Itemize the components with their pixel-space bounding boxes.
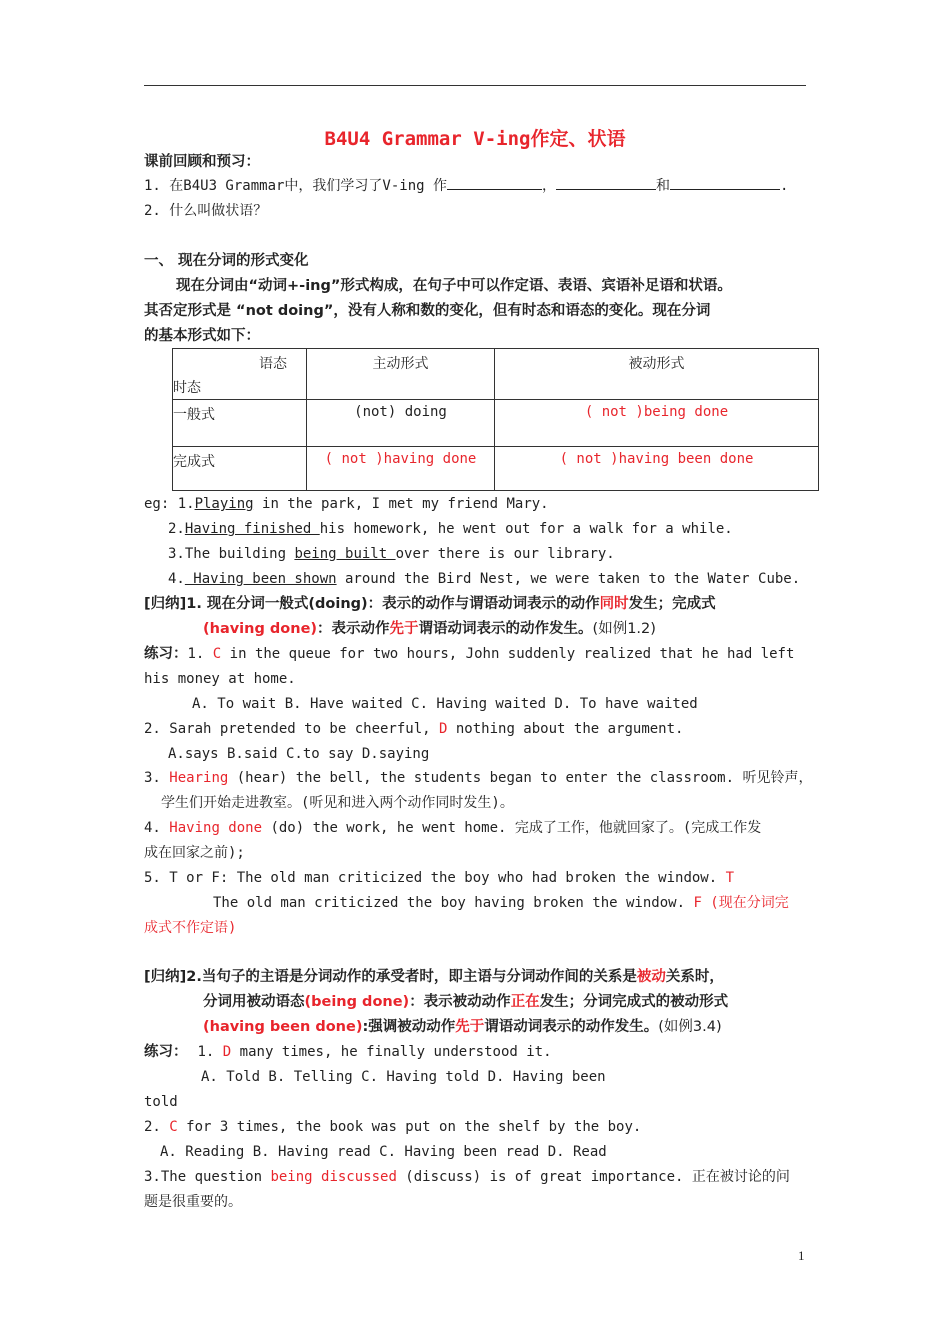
- summary-text: 发生；分词完成式的被动形式: [539, 994, 729, 1010]
- question-text: (do) the work, he went home. 完成了工作，他就回家了。(完成工作发: [262, 820, 762, 836]
- example-text: his homework, he went out for a walk for a while.: [319, 521, 733, 537]
- section-1-heading: 一、 现在分词的形式变化: [144, 253, 309, 269]
- practice-1-q5-line-2: [213, 891, 789, 916]
- example-underlined: being built: [294, 546, 396, 562]
- summary-highlight: (being done): [304, 994, 410, 1010]
- summary-text: [归纳]2.当句子的主语是分词动作的承受者时，即主语与分词动作间的关系是: [144, 969, 637, 985]
- page-number: 1: [798, 1248, 805, 1263]
- summary-1-line-1: [144, 592, 716, 617]
- summary-highlight: (having done): [203, 621, 318, 637]
- summary-text: 谓语动词表示的动作发生。: [418, 621, 593, 637]
- example-text: 4.: [168, 571, 185, 587]
- answer: D: [439, 721, 448, 737]
- practice-1-q4: [144, 816, 761, 841]
- summary-ref: (如例3.4): [658, 1019, 722, 1035]
- summary-text: ：表示动作: [317, 621, 390, 637]
- summary-highlight: 正在: [510, 994, 540, 1010]
- corner-cell: [173, 349, 307, 400]
- example-text: 3.The building: [168, 546, 295, 562]
- preview-question-1: [144, 174, 788, 199]
- row-label-perfect: 完成式: [173, 447, 307, 491]
- practice-1-q5: [144, 866, 734, 891]
- summary-text: 分词用被动语态: [203, 994, 305, 1010]
- answer: T: [725, 870, 735, 886]
- question-text: 3.The question: [144, 1169, 271, 1185]
- practice-2-q1-options-cont: told: [144, 1094, 178, 1110]
- q1-prefix: 1. 在B4U3 Grammar中，我们学习了V-ing 作: [144, 178, 448, 194]
- question-text: many times, he finally understood it.: [231, 1044, 552, 1060]
- header-rule: [144, 85, 806, 86]
- summary-text: 关系时，: [665, 969, 724, 985]
- question-text: (hear) the bell, the students began to enter the classroom. 听见铃声，: [228, 770, 813, 786]
- summary-highlight: (having been done): [203, 1019, 363, 1035]
- question-text: in the queue for two hours, John suddenly realized that he had left: [221, 646, 795, 662]
- example-text: over there is our library.: [395, 546, 615, 562]
- table-row: [173, 400, 819, 447]
- summary-text: [归纳]1. 现在分词一般式(doing)：表示的动作与谓语动词表示的动作: [144, 596, 600, 612]
- answer: Having done: [169, 820, 263, 836]
- question-text: 2. Sarah pretended to be cheerful,: [144, 721, 440, 737]
- summary-text: ：表示被动动作: [409, 994, 511, 1010]
- practice-1-q2-options: A.says B.said C.to say D.saying: [168, 746, 430, 762]
- question-number: 1.: [187, 646, 213, 662]
- practice-2-q2-options: A. Reading B. Having read C. Having been read D. Read: [160, 1144, 607, 1160]
- simple-passive: ( not )being done: [495, 400, 819, 447]
- practice-1-q1-options: A. To wait B. Have waited C. Having waited D. To have waited: [192, 696, 698, 712]
- example-text: 2.: [168, 521, 185, 537]
- summary-highlight: 同时: [599, 596, 629, 612]
- example-3: [168, 542, 615, 567]
- question-text: 4.: [144, 820, 170, 836]
- practice-2-q1: [144, 1040, 552, 1065]
- participle-forms-table: [172, 348, 819, 491]
- table-row: [173, 447, 819, 491]
- practice-1-q4-cont: 成在回家之前);: [144, 845, 245, 861]
- practice-1-q3-cont: 学生们开始走进教室。(听见和进入两个动作同时发生)。: [161, 795, 514, 811]
- answer: F (现在分词完: [693, 895, 789, 911]
- example-text: in the park, I met my friend Mary.: [253, 496, 549, 512]
- question-number: 2.: [144, 1119, 170, 1135]
- q1-end: .: [780, 178, 789, 194]
- summary-highlight: 被动: [636, 969, 666, 985]
- practice-2-q3: [144, 1165, 790, 1190]
- header-tense: 时态: [173, 380, 201, 396]
- example-underlined: Having been shown: [184, 571, 337, 587]
- question-text: The old man criticized the boy having broken the window.: [213, 895, 694, 911]
- summary-highlight: 先于: [389, 621, 419, 637]
- answer: Hearing: [169, 770, 229, 786]
- answer-blank-1: [447, 175, 542, 190]
- practice-2-q2: [144, 1115, 641, 1140]
- summary-2-line-1: [144, 965, 724, 990]
- answer: being discussed: [270, 1169, 397, 1185]
- intro-line-3: 的基本形式如下：: [144, 328, 260, 344]
- row-label-simple: 一般式: [173, 400, 307, 447]
- perfect-active: ( not )having done: [307, 447, 495, 491]
- question-text: 5. T or F: The old man criticized the boy who had broken the window.: [144, 870, 726, 886]
- question-text: 3.: [144, 770, 170, 786]
- perfect-passive: ( not )having been done: [495, 447, 819, 491]
- q1-sep2: 和: [656, 178, 671, 194]
- q1-sep1: ，: [542, 178, 557, 194]
- header-voice: 语态: [259, 356, 287, 372]
- summary-text: :强调被动动作: [362, 1019, 456, 1035]
- example-text: around the Bird Nest, we were taken to the Water Cube.: [336, 571, 801, 587]
- example-2: [168, 517, 733, 542]
- practice-1-q1-cont: his money at home.: [144, 671, 296, 687]
- practice-2-q3-cont: 题是很重要的。: [144, 1194, 242, 1210]
- example-underlined: Playing: [194, 496, 254, 512]
- answer-blank-3: [670, 175, 780, 190]
- summary-1-line-2: [203, 617, 656, 642]
- answer: C: [212, 646, 222, 662]
- practice-1-q2: [144, 717, 683, 742]
- practice-1-q1: [144, 642, 794, 667]
- page-title: B4U4 Grammar V-ing作定、状语: [324, 128, 626, 150]
- summary-text: 谓语动词表示的动作发生。: [484, 1019, 659, 1035]
- simple-active: (not) doing: [307, 400, 495, 447]
- practice-label: 练习：: [144, 646, 188, 662]
- summary-2-line-2: [203, 990, 728, 1015]
- summary-ref: (如例1.2): [592, 621, 656, 637]
- question-text: nothing about the argument.: [447, 721, 684, 737]
- example-text: eg: 1.: [144, 496, 195, 512]
- practice-1-q5-line-3: 成式不作定语): [144, 920, 237, 936]
- summary-text: 发生；完成式: [628, 596, 716, 612]
- practice-2-q1-options: A. Told B. Telling C. Having told D. Having been: [201, 1069, 606, 1085]
- question-number: 1.: [197, 1044, 223, 1060]
- practice-label: 练习：: [144, 1044, 188, 1060]
- summary-2-line-3: [203, 1015, 722, 1040]
- answer: C: [169, 1119, 178, 1135]
- example-1: [144, 492, 549, 517]
- summary-highlight: 先于: [455, 1019, 485, 1035]
- practice-1-q3: [144, 766, 812, 791]
- answer-blank-2: [556, 175, 656, 190]
- intro-line-2: 其否定形式是 “not doing”，没有人称和数的变化，但有时态和语态的变化。现在分词: [144, 303, 711, 319]
- question-text: for 3 times, the book was put on the shelf by the boy.: [177, 1119, 642, 1135]
- header-passive: 被动形式: [495, 349, 819, 400]
- question-text: (discuss) is of great importance. 正在被讨论的问: [396, 1169, 790, 1185]
- example-underlined: Having finished: [184, 521, 320, 537]
- example-4: [168, 567, 800, 592]
- preview-heading: 课前回顾和预习：: [144, 154, 260, 170]
- table-header-row: [173, 349, 819, 400]
- answer: D: [222, 1044, 232, 1060]
- preview-question-2: 2. 什么叫做状语？: [144, 203, 268, 219]
- intro-line-1: 现在分词由“动词+-ing”形式构成，在句子中可以作定语、表语、宾语补足语和状语。: [176, 278, 732, 294]
- header-active: 主动形式: [307, 349, 495, 400]
